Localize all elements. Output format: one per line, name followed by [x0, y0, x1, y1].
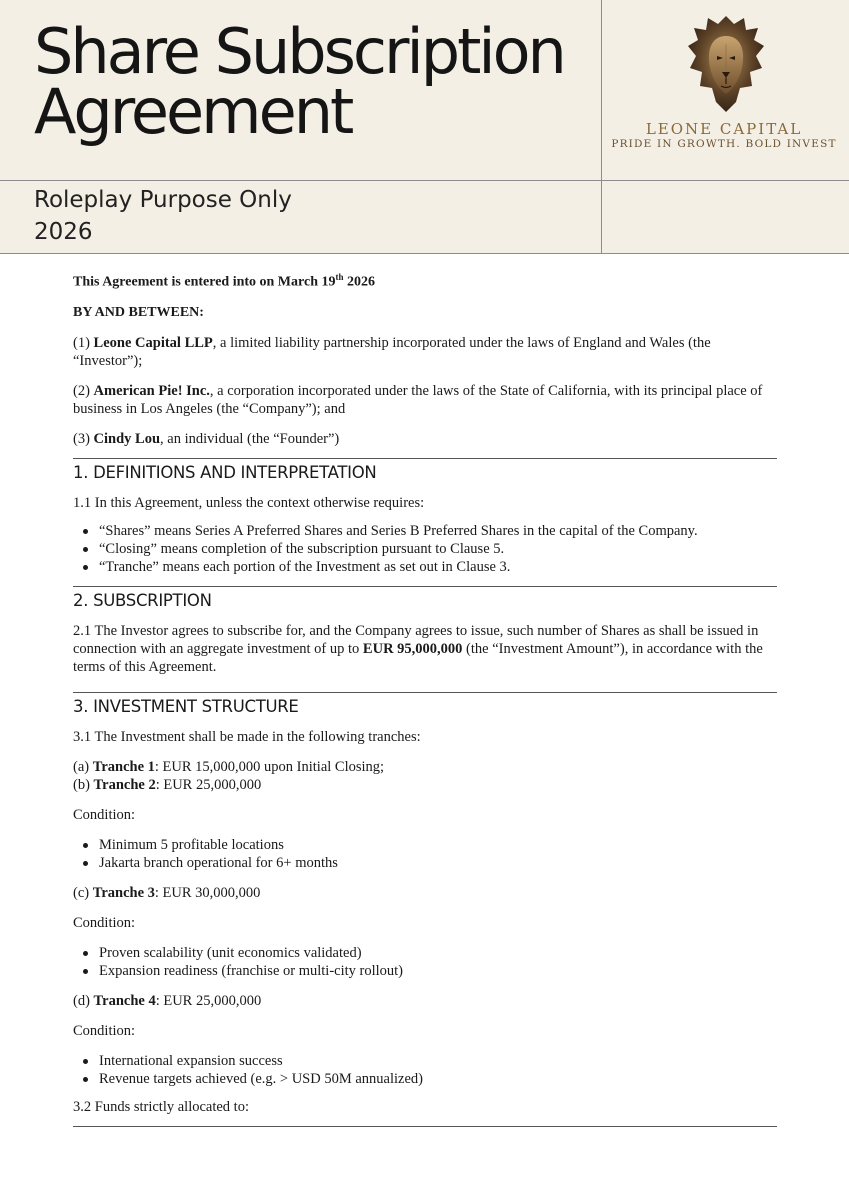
parties-heading: BY AND BETWEEN:	[73, 304, 204, 320]
list-item: “Closing” means completion of the subscription pursuant to Clause 5.	[99, 540, 777, 558]
section-2-clause	[73, 622, 777, 676]
document-subtitle	[34, 184, 292, 248]
document-title	[34, 15, 564, 148]
tranche-4-conditions	[73, 1052, 777, 1088]
investment-amount: EUR 95,000,000	[362, 640, 463, 657]
funds-allocation-clause: 3.2 Funds strictly allocated to:	[73, 1098, 249, 1115]
list-item: International expansion success	[99, 1052, 777, 1070]
section-1-lead: 1.1 In this Agreement, unless the context otherwise requires:	[73, 494, 425, 511]
subtitle-line-2: 2026	[34, 219, 93, 245]
brand-block	[604, 120, 844, 151]
tranche-1-amount: : EUR 15,000,000 upon Initial Closing;	[154, 758, 385, 775]
party-3-description: , an individual (the “Founder”)	[160, 430, 340, 447]
tranche-4-prefix: (d)	[73, 992, 94, 1009]
tranche-2-conditions	[73, 836, 777, 872]
tranche-1-name: Tranche 1	[92, 758, 155, 775]
party-2-name: American Pie! Inc.	[93, 382, 210, 399]
tranche-4	[73, 992, 777, 1010]
header-bottom-border	[0, 253, 849, 254]
lion-head-icon	[688, 14, 764, 114]
party-2-description: , a corporation incorporated under the laws of the State of California, with its principal place of business in Los Angeles (the “Company”); and	[73, 382, 763, 417]
tranche-1	[73, 758, 777, 776]
section-3-title: 3. INVESTMENT STRUCTURE	[73, 696, 299, 716]
date-ordinal-suffix: th	[335, 272, 344, 282]
party-1-name: Leone Capital LLP	[93, 334, 213, 351]
party-founder	[73, 430, 777, 448]
agreement-date-line	[73, 268, 777, 292]
clause-2-1-text-after: (the “Investment Amount”), in accordance with the terms of this Agreement.	[73, 640, 763, 675]
clause-2-1-text-before: 2.1 The Investor agrees to subscribe for, and the Company agrees to issue, such number of Shares as shall be issued in connection with an aggregate investment of up to	[73, 622, 759, 657]
tranche-3-conditions	[73, 944, 777, 980]
condition-label: Condition:	[73, 806, 136, 823]
tranche-1-prefix: (a)	[73, 758, 93, 775]
list-item: Revenue targets achieved (e.g. > USD 50M annualized)	[99, 1070, 777, 1088]
definitions-list	[73, 522, 777, 576]
party-company	[73, 382, 777, 418]
tranche-4-name: Tranche 4	[93, 992, 156, 1009]
tranche-3-prefix: (c)	[73, 884, 93, 901]
party-1-description: , a limited liability partnership incorporated under the laws of England and Wales (the “Investor”);	[73, 334, 711, 369]
document-header	[0, 0, 849, 254]
list-item: Minimum 5 profitable locations	[99, 836, 777, 854]
tranche-4-amount: : EUR 25,000,000	[155, 992, 262, 1009]
condition-label: Condition:	[73, 914, 136, 931]
document-body	[73, 262, 777, 1127]
party-3-name: Cindy Lou	[93, 430, 161, 447]
list-item: Proven scalability (unit economics validated)	[99, 944, 777, 962]
tranche-3-name: Tranche 3	[92, 884, 155, 901]
tranche-3-amount: : EUR 30,000,000	[154, 884, 261, 901]
list-item: “Shares” means Series A Preferred Shares and Series B Preferred Shares in the capital of the Company.	[99, 522, 777, 540]
tranche-2-name: Tranche 2	[93, 776, 156, 793]
section-3-lead: 3.1 The Investment shall be made in the following tranches:	[73, 728, 421, 745]
condition-label: Condition:	[73, 1022, 136, 1039]
list-item: Jakarta branch operational for 6+ months	[99, 854, 777, 872]
party-2-prefix: (2)	[73, 382, 94, 399]
subtitle-line-1: Roleplay Purpose Only	[34, 187, 292, 213]
tranche-2-prefix: (b)	[73, 776, 94, 793]
list-item: “Tranche” means each portion of the Investment as set out in Clause 3.	[99, 558, 777, 576]
tranche-2-amount: : EUR 25,000,000	[155, 776, 262, 793]
party-1-prefix: (1)	[73, 334, 94, 351]
tranche-3	[73, 884, 777, 902]
header-divider	[0, 180, 849, 181]
tranche-2	[73, 776, 777, 794]
intro-text: This Agreement is entered into on March 19	[73, 274, 336, 290]
section-1-rule	[73, 458, 777, 459]
party-investor	[73, 334, 777, 370]
section-2-rule	[73, 586, 777, 587]
page-bottom-rule	[73, 1126, 777, 1127]
list-item: Expansion readiness (franchise or multi-city rollout)	[99, 962, 777, 980]
section-1-title: 1. DEFINITIONS AND INTERPRETATION	[73, 462, 377, 482]
header-vertical-divider	[601, 0, 602, 254]
section-2-title: 2. SUBSCRIPTION	[73, 590, 212, 610]
brand-tagline: PRIDE IN GROWTH. BOLD INVEST	[611, 138, 837, 150]
intro-year: 2026	[343, 274, 376, 290]
title-line-1: Share Subscription	[34, 15, 564, 88]
title-line-2: Agreement	[34, 75, 352, 148]
brand-name: LEONE CAPITAL	[645, 120, 803, 138]
section-3-rule	[73, 692, 777, 693]
party-3-prefix: (3)	[73, 430, 94, 447]
